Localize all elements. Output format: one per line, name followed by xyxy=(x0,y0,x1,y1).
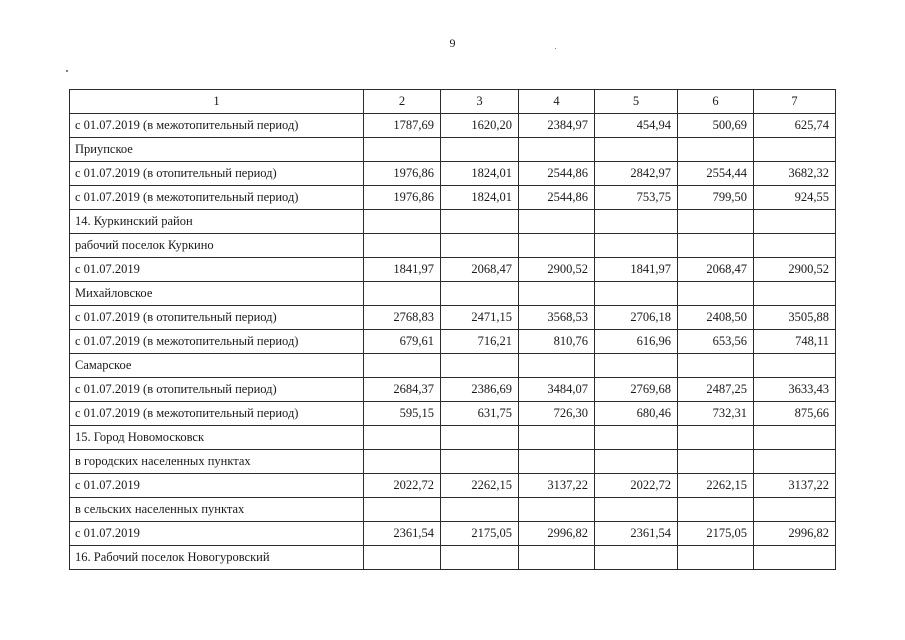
tariff-cell xyxy=(441,498,519,522)
row-label: с 01.07.2019 (в отопительный период) xyxy=(70,162,364,186)
tariff-cell xyxy=(595,354,678,378)
tariff-cell: 1841,97 xyxy=(364,258,441,282)
row-label: с 01.07.2019 xyxy=(70,258,364,282)
tariff-cell: 2361,54 xyxy=(595,522,678,546)
tariff-cell: 679,61 xyxy=(364,330,441,354)
row-label: с 01.07.2019 (в отопительный период) xyxy=(70,306,364,330)
tariff-table xyxy=(69,89,836,570)
column-header: 4 xyxy=(519,90,595,114)
tariff-cell xyxy=(595,498,678,522)
table-row xyxy=(70,162,836,186)
tariff-cell: 2706,18 xyxy=(595,306,678,330)
tariff-cell xyxy=(519,138,595,162)
tariff-cell xyxy=(519,354,595,378)
tariff-cell: 3633,43 xyxy=(754,378,836,402)
table-row xyxy=(70,546,836,570)
tariff-cell xyxy=(678,282,754,306)
table-row xyxy=(70,258,836,282)
tariff-cell xyxy=(678,450,754,474)
tariff-cell: 2544,86 xyxy=(519,162,595,186)
scan-speck xyxy=(555,48,556,49)
tariff-cell: 924,55 xyxy=(754,186,836,210)
tariff-cell: 2768,83 xyxy=(364,306,441,330)
tariff-cell xyxy=(595,450,678,474)
tariff-cell: 2175,05 xyxy=(678,522,754,546)
tariff-cell xyxy=(364,210,441,234)
row-label: с 01.07.2019 (в межотопительный период) xyxy=(70,330,364,354)
column-header: 1 xyxy=(70,90,364,114)
tariff-cell: 2471,15 xyxy=(441,306,519,330)
tariff-cell xyxy=(678,426,754,450)
tariff-cell: 1976,86 xyxy=(364,162,441,186)
tariff-cell: 2068,47 xyxy=(441,258,519,282)
row-label: с 01.07.2019 (в межотопительный период) xyxy=(70,402,364,426)
tariff-cell xyxy=(754,354,836,378)
tariff-cell: 2262,15 xyxy=(441,474,519,498)
tariff-cell: 2386,69 xyxy=(441,378,519,402)
tariff-cell xyxy=(519,210,595,234)
table-row xyxy=(70,498,836,522)
tariff-cell xyxy=(441,354,519,378)
tariff-cell: 454,94 xyxy=(595,114,678,138)
tariff-cell: 2769,68 xyxy=(595,378,678,402)
table-row xyxy=(70,354,836,378)
tariff-cell xyxy=(678,234,754,258)
tariff-cell xyxy=(595,234,678,258)
row-label: Михайловское xyxy=(70,282,364,306)
column-header: 3 xyxy=(441,90,519,114)
tariff-cell xyxy=(364,426,441,450)
tariff-cell xyxy=(678,498,754,522)
tariff-cell: 748,11 xyxy=(754,330,836,354)
table-row xyxy=(70,210,836,234)
tariff-cell: 2996,82 xyxy=(519,522,595,546)
tariff-cell xyxy=(595,138,678,162)
table-row xyxy=(70,402,836,426)
tariff-cell xyxy=(441,234,519,258)
scan-speck xyxy=(66,70,68,72)
tariff-cell xyxy=(364,282,441,306)
column-header: 7 xyxy=(754,90,836,114)
row-label: в городских населенных пунктах xyxy=(70,450,364,474)
tariff-cell: 625,74 xyxy=(754,114,836,138)
tariff-cell: 1620,20 xyxy=(441,114,519,138)
tariff-cell xyxy=(678,354,754,378)
tariff-cell: 653,56 xyxy=(678,330,754,354)
tariff-cell: 1976,86 xyxy=(364,186,441,210)
tariff-cell: 3682,32 xyxy=(754,162,836,186)
tariff-cell xyxy=(364,138,441,162)
tariff-cell: 2554,44 xyxy=(678,162,754,186)
tariff-cell xyxy=(678,546,754,570)
tariff-cell: 732,31 xyxy=(678,402,754,426)
table-header-row xyxy=(70,90,836,114)
table-row xyxy=(70,522,836,546)
tariff-cell xyxy=(678,210,754,234)
tariff-cell xyxy=(441,138,519,162)
table-row xyxy=(70,282,836,306)
row-label: с 01.07.2019 (в межотопительный период) xyxy=(70,114,364,138)
tariff-cell: 1787,69 xyxy=(364,114,441,138)
tariff-cell: 753,75 xyxy=(595,186,678,210)
table-row xyxy=(70,426,836,450)
tariff-cell xyxy=(754,426,836,450)
tariff-cell: 2900,52 xyxy=(754,258,836,282)
table-row xyxy=(70,474,836,498)
tariff-cell: 3484,07 xyxy=(519,378,595,402)
tariff-cell: 2544,86 xyxy=(519,186,595,210)
tariff-cell xyxy=(595,426,678,450)
tariff-cell: 799,50 xyxy=(678,186,754,210)
page-number: 9 xyxy=(449,36,456,50)
tariff-cell xyxy=(595,546,678,570)
tariff-cell xyxy=(441,210,519,234)
tariff-cell xyxy=(519,234,595,258)
tariff-cell: 875,66 xyxy=(754,402,836,426)
tariff-cell: 2684,37 xyxy=(364,378,441,402)
table-row xyxy=(70,378,836,402)
tariff-cell xyxy=(441,282,519,306)
row-label: с 01.07.2019 xyxy=(70,522,364,546)
tariff-cell: 1824,01 xyxy=(441,162,519,186)
tariff-cell: 2361,54 xyxy=(364,522,441,546)
tariff-cell: 3568,53 xyxy=(519,306,595,330)
tariff-cell: 2487,25 xyxy=(678,378,754,402)
row-label: рабочий поселок Куркино xyxy=(70,234,364,258)
tariff-cell: 2408,50 xyxy=(678,306,754,330)
table-row xyxy=(70,450,836,474)
tariff-cell: 631,75 xyxy=(441,402,519,426)
tariff-cell: 680,46 xyxy=(595,402,678,426)
tariff-cell: 2068,47 xyxy=(678,258,754,282)
tariff-cell: 2022,72 xyxy=(595,474,678,498)
tariff-cell: 3137,22 xyxy=(754,474,836,498)
tariff-cell: 2262,15 xyxy=(678,474,754,498)
column-header: 6 xyxy=(678,90,754,114)
tariff-cell: 2842,97 xyxy=(595,162,678,186)
tariff-cell xyxy=(364,450,441,474)
tariff-cell xyxy=(754,450,836,474)
tariff-cell: 595,15 xyxy=(364,402,441,426)
tariff-cell xyxy=(519,282,595,306)
tariff-cell xyxy=(754,210,836,234)
table-row xyxy=(70,138,836,162)
tariff-cell xyxy=(754,546,836,570)
tariff-cell: 726,30 xyxy=(519,402,595,426)
tariff-cell: 716,21 xyxy=(441,330,519,354)
tariff-cell xyxy=(754,282,836,306)
row-label: Приупское xyxy=(70,138,364,162)
row-label: 15. Город Новомосковск xyxy=(70,426,364,450)
tariff-cell: 1824,01 xyxy=(441,186,519,210)
tariff-cell: 1841,97 xyxy=(595,258,678,282)
row-label: 16. Рабочий поселок Новогуровский xyxy=(70,546,364,570)
tariff-cell xyxy=(364,234,441,258)
tariff-cell: 3505,88 xyxy=(754,306,836,330)
tariff-cell xyxy=(441,450,519,474)
tariff-cell: 616,96 xyxy=(595,330,678,354)
row-label: с 01.07.2019 xyxy=(70,474,364,498)
tariff-cell xyxy=(754,138,836,162)
tariff-cell: 2384,97 xyxy=(519,114,595,138)
tariff-cell xyxy=(364,546,441,570)
tariff-cell: 2175,05 xyxy=(441,522,519,546)
table-row xyxy=(70,234,836,258)
row-label: в сельских населенных пунктах xyxy=(70,498,364,522)
column-header: 2 xyxy=(364,90,441,114)
tariff-cell xyxy=(519,450,595,474)
row-label: с 01.07.2019 (в межотопительный период) xyxy=(70,186,364,210)
table-row xyxy=(70,114,836,138)
row-label: 14. Куркинский район xyxy=(70,210,364,234)
tariff-cell: 3137,22 xyxy=(519,474,595,498)
tariff-cell xyxy=(754,498,836,522)
table-row xyxy=(70,186,836,210)
tariff-cell: 2900,52 xyxy=(519,258,595,282)
tariff-cell xyxy=(595,210,678,234)
tariff-cell: 2996,82 xyxy=(754,522,836,546)
table-row xyxy=(70,306,836,330)
row-label: Самарское xyxy=(70,354,364,378)
tariff-cell: 810,76 xyxy=(519,330,595,354)
column-header: 5 xyxy=(595,90,678,114)
tariff-cell xyxy=(678,138,754,162)
row-label: с 01.07.2019 (в отопительный период) xyxy=(70,378,364,402)
tariff-cell xyxy=(364,354,441,378)
tariff-cell xyxy=(364,498,441,522)
tariff-cell xyxy=(519,426,595,450)
tariff-cell: 500,69 xyxy=(678,114,754,138)
tariff-cell xyxy=(754,234,836,258)
tariff-cell xyxy=(595,282,678,306)
tariff-cell xyxy=(519,546,595,570)
tariff-cell xyxy=(441,546,519,570)
tariff-cell xyxy=(519,498,595,522)
tariff-cell xyxy=(441,426,519,450)
tariff-cell: 2022,72 xyxy=(364,474,441,498)
table-row xyxy=(70,330,836,354)
